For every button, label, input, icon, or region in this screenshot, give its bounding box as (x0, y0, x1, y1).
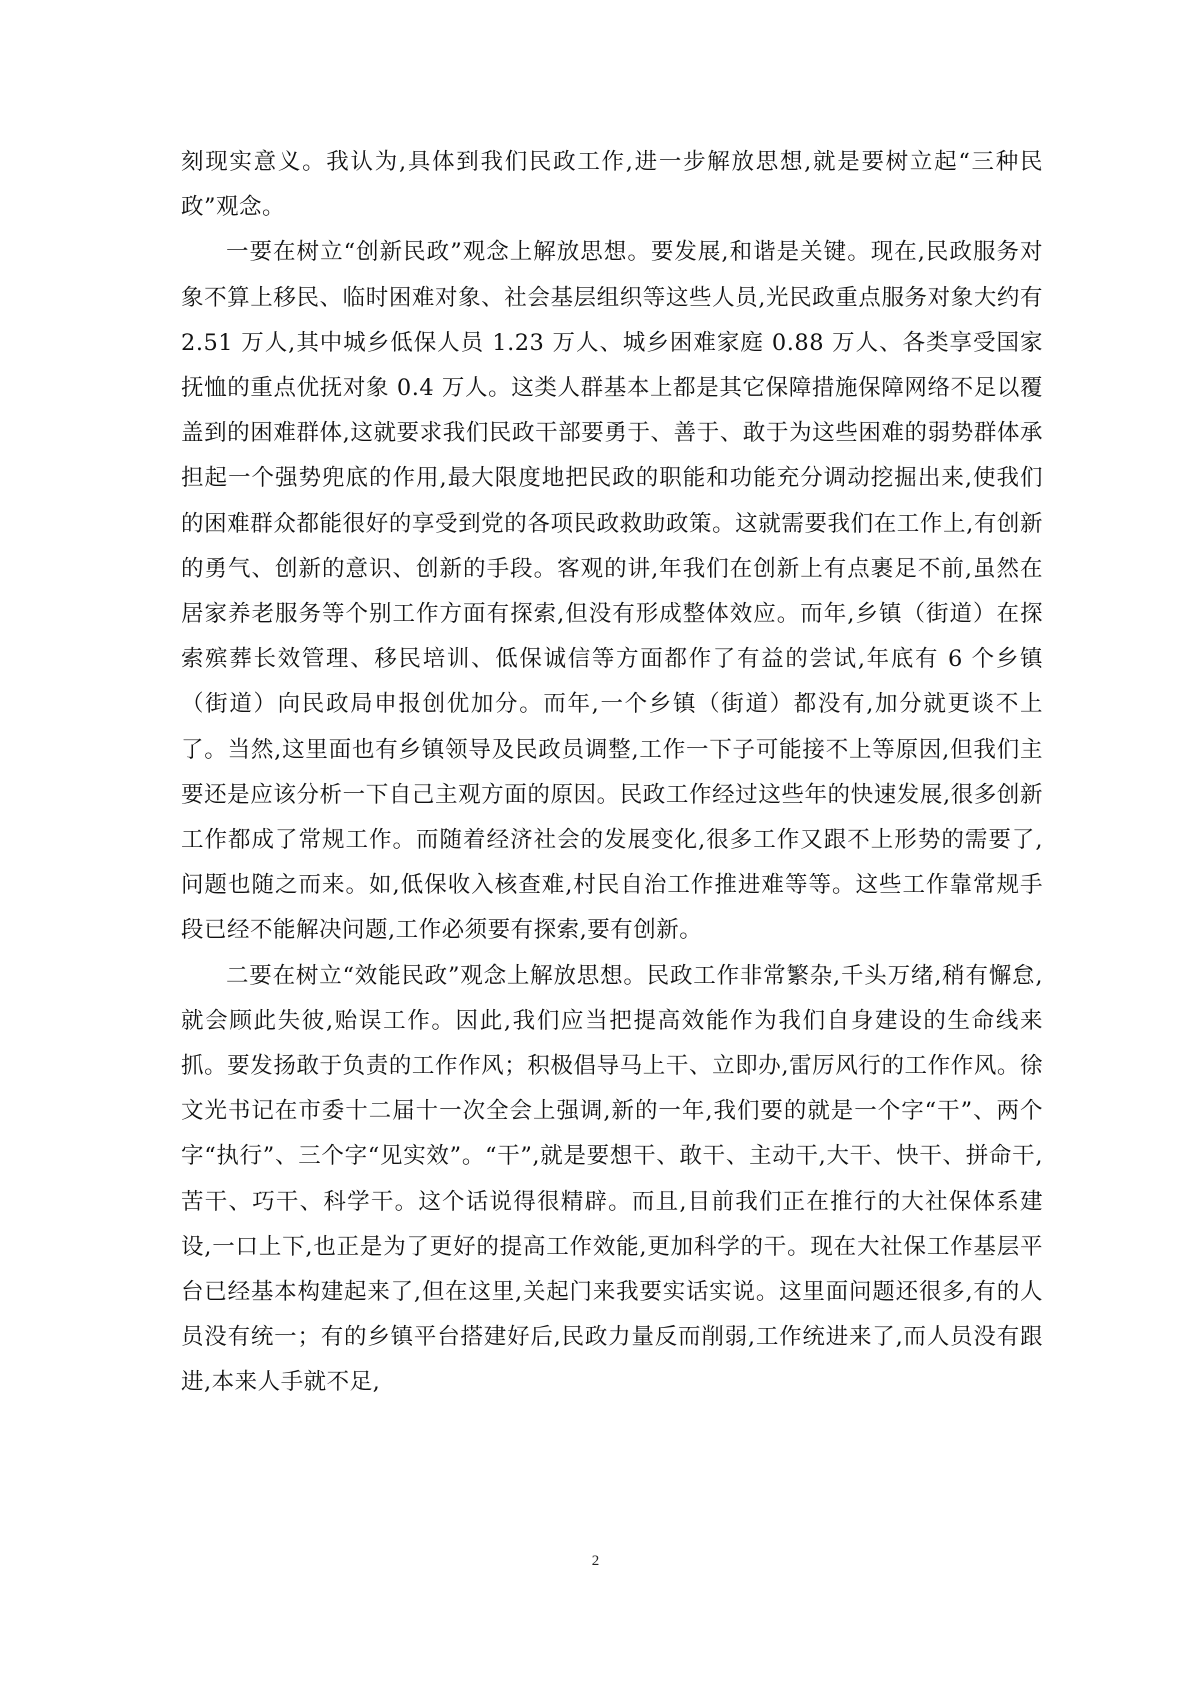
page-number: 2 (591, 1553, 600, 1569)
paragraph-intro-continuation: 刻现实意义。我认为,具体到我们民政工作,进一步解放思想,就是要树立起“三种民政”观念。 (181, 149, 1043, 221)
paragraph-innovation-civil-affairs: 一要在树立“创新民政”观念上解放思想。要发展,和谐是关键。现在,民政服务对象不算上移民、临时困难对象、社会基层组织等这些人员,光民政重点服务对象大约有 2.51 万人,其中城乡低保人员 1.23 万人、城乡困难家庭 0.88 万人、各类享受国家抚恤的重点优抚对象 0.4 万人。这类人群基本上都是其它保障措施保障网络不足以覆盖到的困难群体,这就要求我们民政干部要勇于、善于、敢于为这些困难的弱势群体承担起一个强势兜底的作用,最大限度地把民政的职能和功能充分调动挖掘出来,使我们的困难群众都能很好的享受到党的各项民政救助政策。这就需要我们在工作上,有创新的勇气、创新的意识、创新的手段。客观的讲,年我们在创新上有点裹足不前,虽然在居家养老服务等个别工作方面有探索,但没有形成整体效应。而年,乡镇（街道）在探索殡葬长效管理、移民培训、低保诚信等方面都作了有益的尝试,年底有 6 个乡镇（街道）向民政局申报创优加分。而年,一个乡镇（街道）都没有,加分就更谈不上了。当然,这里面也有乡镇领导及民政员调整,工作一下子可能接不上等原因,但我们主要还是应该分析一下自己主观方面的原因。民政工作经过这些年的快速发展,很多创新工作都成了常规工作。而随着经济社会的发展变化,很多工作又跟不上形势的需要了,问题也随之而来。如,低保收入核查难,村民自治工作推进难等等。这些工作靠常规手段已经不能解决问题,工作必须要有探索,要有创新。 (181, 239, 1043, 944)
document-body (181, 140, 1043, 1406)
paragraph-efficiency-civil-affairs: 二要在树立“效能民政”观念上解放思想。民政工作非常繁杂,千头万绪,稍有懈怠,就会顾此失彼,贻误工作。因此,我们应当把提高效能作为我们自身建设的生命线来抓。要发扬敢于负责的工作作风；积极倡导马上干、立即办,雷厉风行的工作作风。徐文光书记在市委十二届十一次全会上强调,新的一年,我们要的就是一个字“干”、两个字“执行”、三个字“见实效”。“干”,就是要想干、敢干、主动干,大干、快干、拼命干,苦干、巧干、科学干。这个话说得很精辟。而且,目前我们正在推行的大社保体系建设,一口上下,也正是为了更好的提高工作效能,更加科学的干。现在大社保工作基层平台已经基本构建起来了,但在这里,关起门来我要实话实说。这里面问题还很多,有的人员没有统一；有的乡镇平台搭建好后,民政力量反而削弱,工作统进来了,而人员没有跟进,本来人手就不足, (181, 962, 1043, 1396)
